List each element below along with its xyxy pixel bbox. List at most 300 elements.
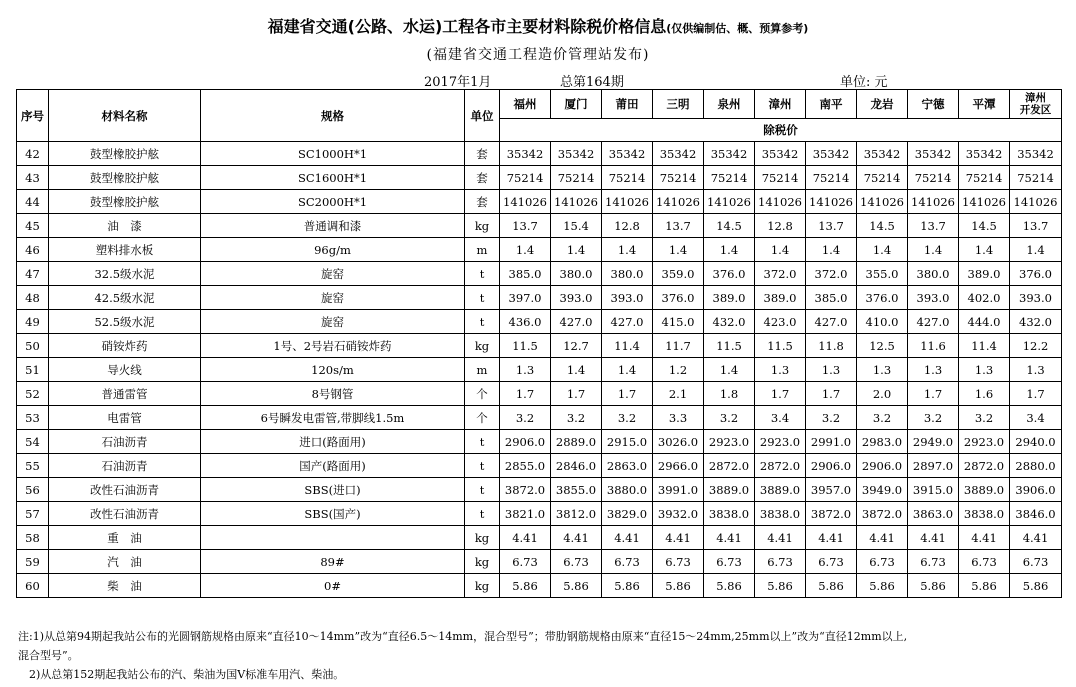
price-cell: 11.4 xyxy=(959,334,1010,358)
row-material-name: 石油沥青 xyxy=(49,454,201,478)
table-row xyxy=(17,550,1062,574)
price-cell: 3991.0 xyxy=(653,478,704,502)
price-cell: 2906.0 xyxy=(806,454,857,478)
row-spec: 普通调和漆 xyxy=(201,214,465,238)
price-cell: 427.0 xyxy=(806,310,857,334)
row-material-name: 柴 油 xyxy=(49,574,201,598)
row-unit: 套 xyxy=(465,142,500,166)
price-cell: 13.7 xyxy=(908,214,959,238)
price-cell: 75214 xyxy=(806,166,857,190)
price-cell: 6.73 xyxy=(908,550,959,574)
price-cell: 141026 xyxy=(602,190,653,214)
price-cell: 3906.0 xyxy=(1010,478,1062,502)
row-unit: 个 xyxy=(465,406,500,430)
price-cell: 6.73 xyxy=(704,550,755,574)
price-cell: 1.4 xyxy=(602,358,653,382)
price-cell: 3957.0 xyxy=(806,478,857,502)
row-seq: 56 xyxy=(17,478,49,502)
price-cell: 1.4 xyxy=(704,358,755,382)
row-seq: 51 xyxy=(17,358,49,382)
price-cell: 1.3 xyxy=(500,358,551,382)
price-cell: 1.7 xyxy=(806,382,857,406)
price-cell: 5.86 xyxy=(857,574,908,598)
price-cell: 3829.0 xyxy=(602,502,653,526)
row-unit: t xyxy=(465,454,500,478)
price-cell: 4.41 xyxy=(806,526,857,550)
price-cell: 402.0 xyxy=(959,286,1010,310)
price-cell: 2915.0 xyxy=(602,430,653,454)
row-seq: 43 xyxy=(17,166,49,190)
price-cell: 432.0 xyxy=(1010,310,1062,334)
row-unit: m xyxy=(465,238,500,262)
price-cell: 5.86 xyxy=(653,574,704,598)
document-title xyxy=(0,14,1076,37)
price-cell: 3838.0 xyxy=(704,502,755,526)
price-cell: 376.0 xyxy=(857,286,908,310)
row-material-name: 电雷管 xyxy=(49,406,201,430)
row-seq: 42 xyxy=(17,142,49,166)
price-cell: 75214 xyxy=(704,166,755,190)
header-city: 龙岩 xyxy=(857,90,908,119)
price-cell: 376.0 xyxy=(653,286,704,310)
price-cell: 3872.0 xyxy=(857,502,908,526)
price-cell: 393.0 xyxy=(551,286,602,310)
price-cell: 75214 xyxy=(500,166,551,190)
price-cell: 1.4 xyxy=(704,238,755,262)
price-cell: 1.7 xyxy=(602,382,653,406)
row-unit: 套 xyxy=(465,190,500,214)
table-row xyxy=(17,430,1062,454)
row-material-name: 石油沥青 xyxy=(49,430,201,454)
price-cell: 35342 xyxy=(704,142,755,166)
price-cell: 1.4 xyxy=(806,238,857,262)
row-material-name: 硝铵炸药 xyxy=(49,334,201,358)
price-cell: 13.7 xyxy=(500,214,551,238)
price-cell: 15.4 xyxy=(551,214,602,238)
price-cell: 75214 xyxy=(602,166,653,190)
price-cell: 11.8 xyxy=(806,334,857,358)
row-spec: 0# xyxy=(201,574,465,598)
table-row xyxy=(17,238,1062,262)
price-cell: 385.0 xyxy=(806,286,857,310)
price-cell: 141026 xyxy=(959,190,1010,214)
price-cell: 3026.0 xyxy=(653,430,704,454)
row-spec: 1号、2号岩石硝铵炸药 xyxy=(201,334,465,358)
price-cell: 380.0 xyxy=(551,262,602,286)
table-row xyxy=(17,502,1062,526)
price-cell: 355.0 xyxy=(857,262,908,286)
price-cell: 3932.0 xyxy=(653,502,704,526)
price-cell: 389.0 xyxy=(755,286,806,310)
issue-date: 2017年1月 xyxy=(424,75,492,90)
row-spec: SC1600H*1 xyxy=(201,166,465,190)
price-cell: 2872.0 xyxy=(959,454,1010,478)
price-cell: 11.4 xyxy=(602,334,653,358)
footnote-line: 注:1)从总第94期起我站公布的光圆钢筋规格由原来“直径10～14mm”改为“直径6.5～14mm，混合型号”；带肋钢筋规格由原来“直径15～24mm,25mm以上”改为“直径12mm以上, xyxy=(18,630,908,643)
price-cell: 4.41 xyxy=(908,526,959,550)
price-cell: 75214 xyxy=(551,166,602,190)
price-cell: 5.86 xyxy=(959,574,1010,598)
price-cell: 141026 xyxy=(1010,190,1062,214)
row-seq: 44 xyxy=(17,190,49,214)
price-cell: 4.41 xyxy=(959,526,1010,550)
price-cell: 13.7 xyxy=(806,214,857,238)
row-unit: t xyxy=(465,262,500,286)
price-cell: 1.4 xyxy=(551,358,602,382)
price-cell: 1.3 xyxy=(959,358,1010,382)
price-cell: 5.86 xyxy=(500,574,551,598)
price-cell: 4.41 xyxy=(602,526,653,550)
row-seq: 49 xyxy=(17,310,49,334)
price-cell: 1.4 xyxy=(857,238,908,262)
price-cell: 3.2 xyxy=(959,406,1010,430)
price-cell: 3.2 xyxy=(908,406,959,430)
footnote-line: 2)从总第152期起我站公布的汽、柴油为国Ⅴ标准车用汽、柴油。 xyxy=(18,668,345,681)
row-spec: SBS(进口) xyxy=(201,478,465,502)
header-seq: 序号 xyxy=(17,90,49,142)
row-seq: 50 xyxy=(17,334,49,358)
price-cell: 13.7 xyxy=(653,214,704,238)
price-cell: 1.7 xyxy=(908,382,959,406)
row-spec: 国产(路面用) xyxy=(201,454,465,478)
price-cell: 2923.0 xyxy=(704,430,755,454)
price-cell: 2923.0 xyxy=(959,430,1010,454)
price-cell: 1.4 xyxy=(500,238,551,262)
price-cell: 4.41 xyxy=(704,526,755,550)
row-unit: kg xyxy=(465,526,500,550)
table-row xyxy=(17,406,1062,430)
price-cell: 3.2 xyxy=(551,406,602,430)
price-cell: 1.7 xyxy=(755,382,806,406)
price-cell: 6.73 xyxy=(755,550,806,574)
issue-number: 总第164期 xyxy=(560,75,624,90)
price-cell: 141026 xyxy=(551,190,602,214)
price-cell: 141026 xyxy=(908,190,959,214)
price-cell: 427.0 xyxy=(551,310,602,334)
row-seq: 54 xyxy=(17,430,49,454)
price-cell: 2906.0 xyxy=(857,454,908,478)
price-cell: 1.4 xyxy=(755,238,806,262)
price-cell: 1.4 xyxy=(551,238,602,262)
price-cell: 1.3 xyxy=(908,358,959,382)
price-cell: 3880.0 xyxy=(602,478,653,502)
price-cell: 1.3 xyxy=(857,358,908,382)
header-city: 厦门 xyxy=(551,90,602,119)
header-city: 平潭 xyxy=(959,90,1010,119)
row-material-name: 32.5级水泥 xyxy=(49,262,201,286)
price-cell: 3872.0 xyxy=(500,478,551,502)
price-cell: 3915.0 xyxy=(908,478,959,502)
row-seq: 48 xyxy=(17,286,49,310)
header-city: 泉州 xyxy=(704,90,755,119)
header-name: 材料名称 xyxy=(49,90,201,142)
price-cell: 6.73 xyxy=(959,550,1010,574)
price-cell: 380.0 xyxy=(908,262,959,286)
row-spec: 旋窑 xyxy=(201,262,465,286)
price-cell: 75214 xyxy=(755,166,806,190)
price-cell: 75214 xyxy=(857,166,908,190)
row-material-name: 导火线 xyxy=(49,358,201,382)
table-row xyxy=(17,478,1062,502)
row-material-name: 52.5级水泥 xyxy=(49,310,201,334)
row-seq: 45 xyxy=(17,214,49,238)
price-cell: 11.7 xyxy=(653,334,704,358)
row-unit: kg xyxy=(465,550,500,574)
price-cell: 6.73 xyxy=(602,550,653,574)
price-cell: 376.0 xyxy=(1010,262,1062,286)
price-cell: 3.4 xyxy=(755,406,806,430)
price-cell: 6.73 xyxy=(857,550,908,574)
price-cell: 2940.0 xyxy=(1010,430,1062,454)
row-spec: 89# xyxy=(201,550,465,574)
row-seq: 59 xyxy=(17,550,49,574)
table-row xyxy=(17,190,1062,214)
price-cell: 11.5 xyxy=(704,334,755,358)
row-unit: kg xyxy=(465,214,500,238)
price-cell: 141026 xyxy=(500,190,551,214)
row-material-name: 改性石油沥青 xyxy=(49,502,201,526)
price-cell: 35342 xyxy=(1010,142,1062,166)
row-seq: 58 xyxy=(17,526,49,550)
price-cell: 444.0 xyxy=(959,310,1010,334)
row-unit: t xyxy=(465,502,500,526)
price-cell: 3872.0 xyxy=(806,502,857,526)
row-unit: kg xyxy=(465,334,500,358)
price-cell: 35342 xyxy=(857,142,908,166)
footnotes xyxy=(18,627,1068,684)
price-cell: 432.0 xyxy=(704,310,755,334)
row-material-name: 鼓型橡胶护舷 xyxy=(49,190,201,214)
price-cell: 427.0 xyxy=(908,310,959,334)
price-cell: 1.4 xyxy=(908,238,959,262)
price-cell: 35342 xyxy=(653,142,704,166)
price-cell: 6.73 xyxy=(551,550,602,574)
price-cell: 2855.0 xyxy=(500,454,551,478)
price-cell: 3.2 xyxy=(857,406,908,430)
price-cell: 14.5 xyxy=(704,214,755,238)
row-spec: 8号钢管 xyxy=(201,382,465,406)
price-cell: 4.41 xyxy=(551,526,602,550)
price-cell: 3.4 xyxy=(1010,406,1062,430)
header-unit: 单位 xyxy=(465,90,500,142)
price-cell: 3.2 xyxy=(602,406,653,430)
row-material-name: 鼓型橡胶护舷 xyxy=(49,142,201,166)
price-cell: 3846.0 xyxy=(1010,502,1062,526)
price-cell: 359.0 xyxy=(653,262,704,286)
header-city: 宁德 xyxy=(908,90,959,119)
header-city: 南平 xyxy=(806,90,857,119)
price-cell: 3.2 xyxy=(500,406,551,430)
price-cell: 12.2 xyxy=(1010,334,1062,358)
row-spec: 进口(路面用) xyxy=(201,430,465,454)
header-city: 三明 xyxy=(653,90,704,119)
row-unit: t xyxy=(465,478,500,502)
price-cell: 2880.0 xyxy=(1010,454,1062,478)
table-row xyxy=(17,310,1062,334)
price-cell: 3889.0 xyxy=(755,478,806,502)
row-unit: t xyxy=(465,286,500,310)
price-cell: 141026 xyxy=(857,190,908,214)
table-row xyxy=(17,286,1062,310)
table-row xyxy=(17,334,1062,358)
price-cell: 2846.0 xyxy=(551,454,602,478)
price-cell: 397.0 xyxy=(500,286,551,310)
price-cell: 1.7 xyxy=(1010,382,1062,406)
price-cell: 141026 xyxy=(704,190,755,214)
price-cell: 6.73 xyxy=(806,550,857,574)
price-cell: 1.4 xyxy=(653,238,704,262)
price-cell: 141026 xyxy=(653,190,704,214)
row-seq: 60 xyxy=(17,574,49,598)
price-cell: 141026 xyxy=(755,190,806,214)
price-cell: 14.5 xyxy=(959,214,1010,238)
row-spec: 旋窑 xyxy=(201,286,465,310)
row-unit: 套 xyxy=(465,166,500,190)
row-seq: 57 xyxy=(17,502,49,526)
price-cell: 393.0 xyxy=(908,286,959,310)
price-cell: 1.3 xyxy=(806,358,857,382)
price-cell: 372.0 xyxy=(806,262,857,286)
price-cell: 6.73 xyxy=(500,550,551,574)
table-row xyxy=(17,454,1062,478)
price-cell: 1.3 xyxy=(755,358,806,382)
price-cell: 35342 xyxy=(806,142,857,166)
price-cell: 75214 xyxy=(653,166,704,190)
row-spec xyxy=(201,526,465,550)
row-unit: kg xyxy=(465,574,500,598)
price-cell: 1.4 xyxy=(959,238,1010,262)
price-cell: 5.86 xyxy=(908,574,959,598)
row-material-name: 鼓型橡胶护舷 xyxy=(49,166,201,190)
row-material-name: 改性石油沥青 xyxy=(49,478,201,502)
price-cell: 3863.0 xyxy=(908,502,959,526)
price-cell: 4.41 xyxy=(500,526,551,550)
price-cell: 11.5 xyxy=(755,334,806,358)
price-cell: 141026 xyxy=(806,190,857,214)
header-spec: 规格 xyxy=(201,90,465,142)
price-cell: 376.0 xyxy=(704,262,755,286)
price-cell: 11.6 xyxy=(908,334,959,358)
price-cell: 1.8 xyxy=(704,382,755,406)
price-cell: 3.3 xyxy=(653,406,704,430)
price-cell: 2872.0 xyxy=(755,454,806,478)
price-cell: 2983.0 xyxy=(857,430,908,454)
row-material-name: 普通雷管 xyxy=(49,382,201,406)
row-material-name: 42.5级水泥 xyxy=(49,286,201,310)
header-city: 福州 xyxy=(500,90,551,119)
price-cell: 2872.0 xyxy=(704,454,755,478)
price-cell: 427.0 xyxy=(602,310,653,334)
price-cell: 3.2 xyxy=(806,406,857,430)
row-material-name: 汽 油 xyxy=(49,550,201,574)
price-cell: 3855.0 xyxy=(551,478,602,502)
table-row xyxy=(17,574,1062,598)
table-row xyxy=(17,214,1062,238)
header-city-zhangzhou-dev: 漳州 开发区 xyxy=(1010,90,1062,119)
price-cell: 5.86 xyxy=(755,574,806,598)
table-row xyxy=(17,142,1062,166)
row-unit: m xyxy=(465,358,500,382)
price-cell: 11.5 xyxy=(500,334,551,358)
price-cell: 2897.0 xyxy=(908,454,959,478)
price-cell: 436.0 xyxy=(500,310,551,334)
price-cell: 1.7 xyxy=(500,382,551,406)
price-cell: 35342 xyxy=(500,142,551,166)
table-row xyxy=(17,166,1062,190)
row-spec: 旋窑 xyxy=(201,310,465,334)
price-cell: 4.41 xyxy=(755,526,806,550)
price-cell: 389.0 xyxy=(704,286,755,310)
price-cell: 389.0 xyxy=(959,262,1010,286)
price-cell: 5.86 xyxy=(806,574,857,598)
price-cell: 393.0 xyxy=(1010,286,1062,310)
row-unit: 个 xyxy=(465,382,500,406)
row-seq: 46 xyxy=(17,238,49,262)
row-unit: t xyxy=(465,430,500,454)
price-cell: 1.4 xyxy=(602,238,653,262)
price-cell: 2906.0 xyxy=(500,430,551,454)
price-cell: 1.4 xyxy=(1010,238,1062,262)
row-material-name: 塑料排水板 xyxy=(49,238,201,262)
price-cell: 4.41 xyxy=(857,526,908,550)
price-cell: 380.0 xyxy=(602,262,653,286)
row-seq: 47 xyxy=(17,262,49,286)
price-cell: 3838.0 xyxy=(755,502,806,526)
price-cell: 2966.0 xyxy=(653,454,704,478)
price-cell: 35342 xyxy=(602,142,653,166)
document-subtitle: (福建省交通工程造价管理站发布) xyxy=(426,47,650,63)
price-cell: 3.2 xyxy=(704,406,755,430)
price-cell: 6.73 xyxy=(1010,550,1062,574)
price-cell: 2.0 xyxy=(857,382,908,406)
price-cell: 393.0 xyxy=(602,286,653,310)
header-tax-exclusive: 除税价 xyxy=(500,119,1062,142)
price-cell: 12.5 xyxy=(857,334,908,358)
price-cell: 1.7 xyxy=(551,382,602,406)
price-cell: 3889.0 xyxy=(704,478,755,502)
price-cell: 75214 xyxy=(1010,166,1062,190)
price-cell: 5.86 xyxy=(602,574,653,598)
price-cell: 372.0 xyxy=(755,262,806,286)
row-spec: 120s/m xyxy=(201,358,465,382)
price-cell: 3821.0 xyxy=(500,502,551,526)
price-cell: 385.0 xyxy=(500,262,551,286)
row-spec: SC1000H*1 xyxy=(201,142,465,166)
price-cell: 1.6 xyxy=(959,382,1010,406)
row-seq: 53 xyxy=(17,406,49,430)
price-cell: 35342 xyxy=(959,142,1010,166)
row-seq: 55 xyxy=(17,454,49,478)
row-spec: 6号瞬发电雷管,带脚线1.5m xyxy=(201,406,465,430)
price-cell: 2991.0 xyxy=(806,430,857,454)
price-cell: 410.0 xyxy=(857,310,908,334)
title-main: 福建省交通(公路、水运)工程各市主要材料除税价格信息 xyxy=(267,17,667,36)
price-table xyxy=(16,89,1062,598)
price-cell: 2949.0 xyxy=(908,430,959,454)
row-spec: 96g/m xyxy=(201,238,465,262)
row-spec: SBS(国产) xyxy=(201,502,465,526)
price-cell: 35342 xyxy=(908,142,959,166)
table-row xyxy=(17,382,1062,406)
price-cell: 1.2 xyxy=(653,358,704,382)
price-cell: 5.86 xyxy=(1010,574,1062,598)
price-cell: 3949.0 xyxy=(857,478,908,502)
price-cell: 12.8 xyxy=(602,214,653,238)
header-city: 漳州 xyxy=(755,90,806,119)
price-cell: 6.73 xyxy=(653,550,704,574)
title-note: (仅供编制估、概、预算参考) xyxy=(666,22,809,35)
price-cell: 3889.0 xyxy=(959,478,1010,502)
